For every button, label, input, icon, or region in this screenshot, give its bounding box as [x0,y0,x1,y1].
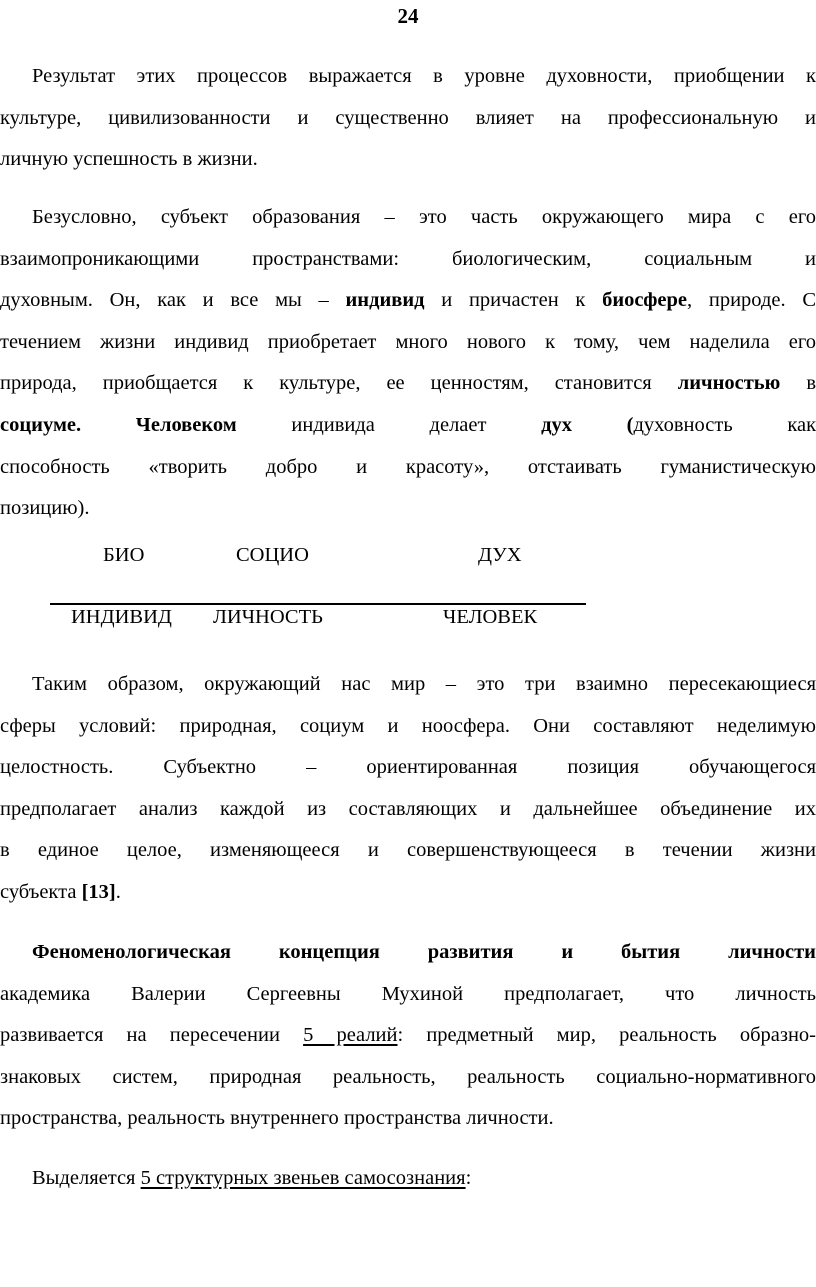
text-fragment: развивается на пересечении [0,1024,280,1047]
underlined-term-structural-links: 5 структурных звеньев самосознания [140,1167,466,1189]
text-line: способность «творить добро и красоту», отстаивать гуманистическую [0,455,816,478]
text-line: Таким образом, окружающий нас мир – это три взаимно пересекающиеся [32,673,816,695]
paragraph-phenomenological-concept [0,932,816,1140]
text-line [0,872,816,914]
citation-reference: [13] [81,880,116,903]
text-line: позицию). [0,497,90,520]
text-line: взаимопроникающими пространствами: биологическим, социальным и [0,247,816,270]
text-fragment: в [806,372,816,395]
text-line [0,280,816,322]
scheme-bottom-row [0,606,816,638]
page-number: 24 [397,4,419,28]
term-dukh: дух ( [541,413,634,436]
paragraph-three-spheres [0,664,816,914]
text-fragment: природа, приобщается к культуре, ее ценностям, становится [0,372,652,395]
text-fragment: : [465,1167,472,1189]
text-line: течением жизни индивид приобретает много нового к тому, чем наделила его [0,330,816,353]
text-fragment: индивида делает [291,413,487,436]
paragraph-subject-of-education [0,197,816,530]
scheme-label-dukh: ДУХ [478,544,522,566]
term-socium: социуме. [0,413,82,436]
text-line [0,1158,816,1200]
text-line: знаковых систем, природная реальность, реальность социально-нормативного [0,1065,816,1088]
underlined-term-realities: 5 реалий [303,1024,398,1047]
text-fragment: как [787,413,816,436]
text-fragment: субъекта [0,880,77,903]
text-line: культуре, цивилизованности и существенно влияет на профессиональную и [0,106,816,129]
text-fragment: . [115,880,121,903]
text-line: сферы условий: природная, социум и ноосфера. Они составляют неделимую [0,714,816,737]
scheme-divider-line [50,603,586,605]
text-line [0,363,816,405]
text-line: пространства, реальность внутреннего пространства личности. [0,1107,554,1130]
paragraph-structural-links [0,1158,816,1200]
text-line: академика Валерии Сергеевны Мухиной предполагает, что личность [0,982,816,1005]
text-fragment: духовность [633,413,733,436]
text-fragment: духовным. Он, как и все мы – [0,289,329,312]
text-line: в единое целое, изменяющееся и совершенствующееся в течении жизни [0,839,816,862]
scheme-label-bio: БИО [103,544,145,566]
text-line: Результат этих процессов выражается в уровне духовности, приобщении к [32,65,816,87]
text-line: целостность. Субъектно – ориентированная позиция обучающегося [0,756,816,779]
term-individ: индивид [345,289,425,312]
scheme-label-socio: СОЦИО [236,544,309,566]
text-line [0,1015,816,1057]
scheme-label-lichnost: ЛИЧНОСТЬ [213,606,323,628]
text-fragment: , природе. С [687,289,816,312]
term-chelovek: Человеком [135,413,237,436]
text-line: личную успешность в жизни. [0,148,258,171]
text-fragment: Выделяется [32,1167,136,1189]
scheme-label-chelovek: ЧЕЛОВЕК [443,606,538,628]
text-line-bold-heading: Феноменологическая концепция развития и бытия личности [32,941,816,963]
term-biosphere: биосфере [602,289,688,312]
text-fragment: : предметный мир, реальность образно- [397,1024,816,1047]
term-lichnost: личностью [677,372,781,395]
scheme-label-individ: ИНДИВИД [71,606,172,628]
text-fragment: и причастен к [441,289,586,312]
text-line: предполагает анализ каждой из составляющих и дальнейшее объединение их [0,797,816,820]
text-line [0,405,816,447]
scheme-top-row [0,544,816,576]
paragraph-results [0,56,816,181]
text-line: Безусловно, субъект образования – это часть окружающего мира с его [32,206,816,228]
